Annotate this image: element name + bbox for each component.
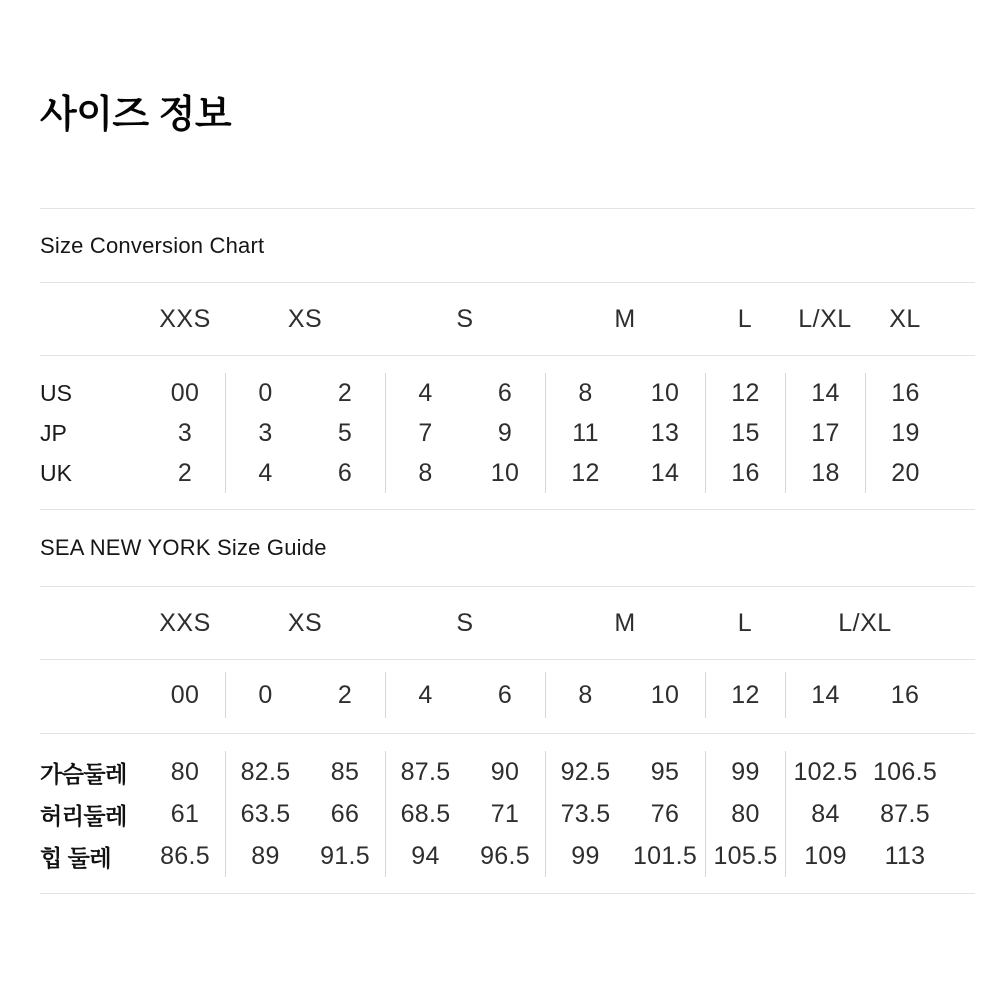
hip-row — [40, 835, 975, 877]
waist-cell: 73.5 — [545, 793, 625, 835]
row-label-jp: JP — [40, 419, 67, 446]
uk-size-cell: 12 — [545, 453, 625, 493]
chest-cell: 87.5 — [385, 751, 465, 793]
waist-cell: 66 — [330, 799, 360, 828]
us-size-cell: 16 — [865, 373, 945, 413]
chest-cell: 80 — [170, 757, 200, 786]
jp-size-cell: 17 — [785, 413, 865, 453]
uk-size-cell: 10 — [490, 458, 520, 487]
conversion-row-us — [40, 373, 975, 413]
size-header-xxs: XXS — [159, 304, 211, 333]
size-header-s: S — [456, 304, 474, 333]
brand-us-size-band — [40, 659, 975, 733]
size-header-xs: XS — [287, 304, 323, 333]
size-header-l: L — [737, 304, 753, 333]
waist-row — [40, 793, 975, 835]
row-label-hip: 힙 둘레 — [40, 844, 112, 871]
brand-us-size-cell: 14 — [785, 672, 865, 718]
size-header-m: M — [614, 304, 636, 333]
chest-cell: 106.5 — [872, 757, 938, 786]
uk-size-cell: 16 — [705, 453, 785, 493]
chest-cell: 99 — [705, 751, 785, 793]
jp-size-cell: 11 — [545, 413, 625, 453]
us-size-cell: 14 — [785, 373, 865, 413]
brand-header-xxs: XXS — [159, 608, 211, 637]
uk-size-cell: 2 — [177, 458, 193, 487]
waist-cell: 76 — [650, 799, 680, 828]
waist-cell: 80 — [705, 793, 785, 835]
bottom-whitespace — [40, 894, 975, 991]
conversion-size-header-row — [40, 299, 975, 339]
brand-guide-heading — [40, 510, 975, 586]
brand-us-size-cell: 16 — [890, 680, 920, 709]
brand-size-header-row — [40, 603, 975, 643]
size-header-lxl: L/XL — [798, 304, 852, 333]
brand-header-s: S — [456, 608, 474, 637]
chest-row — [40, 751, 975, 793]
brand-us-size-spacer — [40, 672, 145, 718]
us-size-cell: 4 — [385, 373, 465, 413]
hip-cell: 89 — [225, 835, 305, 877]
us-size-cell: 10 — [650, 378, 680, 407]
brand-us-size-cell: 00 — [170, 680, 200, 709]
brand-header-m: M — [614, 608, 636, 637]
hip-cell: 109 — [785, 835, 865, 877]
waist-cell: 68.5 — [385, 793, 465, 835]
brand-header-band — [40, 586, 975, 659]
chest-cell: 90 — [490, 757, 520, 786]
us-size-cell: 8 — [545, 373, 625, 413]
waist-cell: 71 — [490, 799, 520, 828]
conversion-row-jp — [40, 413, 975, 453]
us-size-cell: 12 — [705, 373, 785, 413]
chest-cell: 95 — [650, 757, 680, 786]
brand-header-xs: XS — [287, 608, 323, 637]
jp-size-cell: 19 — [865, 413, 945, 453]
brand-us-size-cell: 12 — [705, 672, 785, 718]
row-label-chest: 가슴둘레 — [40, 760, 127, 787]
brand-header-spacer — [40, 603, 145, 643]
jp-size-cell: 3 — [225, 413, 305, 453]
hip-cell: 96.5 — [480, 841, 530, 870]
uk-size-cell: 4 — [225, 453, 305, 493]
hip-cell: 105.5 — [705, 835, 785, 877]
uk-size-cell: 8 — [385, 453, 465, 493]
conversion-header-spacer — [40, 299, 145, 339]
waist-cell: 61 — [170, 799, 200, 828]
us-size-cell: 00 — [170, 378, 200, 407]
us-size-cell: 6 — [497, 378, 513, 407]
brand-header-l: L — [737, 608, 753, 637]
us-size-cell: 2 — [337, 378, 353, 407]
brand-header-lxl: L/XL — [838, 608, 892, 637]
size-header-xl: XL — [889, 304, 921, 333]
chest-cell: 92.5 — [545, 751, 625, 793]
jp-size-cell: 9 — [497, 418, 513, 447]
row-label-uk: UK — [40, 459, 72, 486]
waist-cell: 84 — [785, 793, 865, 835]
page-title: 사이즈 정보 — [40, 94, 232, 136]
hip-cell: 101.5 — [632, 841, 698, 870]
uk-size-cell: 20 — [865, 453, 945, 493]
jp-size-cell: 15 — [705, 413, 785, 453]
conversion-chart-heading — [40, 208, 975, 282]
brand-us-size-cell: 4 — [385, 672, 465, 718]
brand-us-size-cell: 8 — [545, 672, 625, 718]
waist-cell: 87.5 — [880, 799, 930, 828]
brand-us-size-cell: 10 — [650, 680, 680, 709]
conversion-data-band — [40, 355, 975, 510]
brand-us-size-cell: 2 — [337, 680, 353, 709]
brand-us-size-cell: 6 — [497, 680, 513, 709]
chest-cell: 85 — [330, 757, 360, 786]
brand-us-size-cell: 0 — [225, 672, 305, 718]
hip-cell: 91.5 — [320, 841, 370, 870]
conversion-chart-heading-text: Size Conversion Chart — [40, 232, 265, 258]
chest-cell: 102.5 — [785, 751, 865, 793]
conversion-header-band — [40, 282, 975, 355]
jp-size-cell: 5 — [337, 418, 353, 447]
waist-cell: 63.5 — [225, 793, 305, 835]
chest-cell: 82.5 — [225, 751, 305, 793]
jp-size-cell: 13 — [650, 418, 680, 447]
hip-cell: 99 — [545, 835, 625, 877]
uk-size-cell: 14 — [650, 458, 680, 487]
conversion-row-uk — [40, 453, 975, 493]
us-size-cell: 0 — [225, 373, 305, 413]
brand-us-size-row — [40, 672, 975, 718]
hip-cell: 113 — [884, 841, 926, 870]
hip-cell: 86.5 — [160, 841, 210, 870]
row-label-waist: 허리둘레 — [40, 802, 127, 829]
brand-guide-heading-text: SEA NEW YORK Size Guide — [40, 535, 327, 560]
row-label-us: US — [40, 379, 72, 406]
jp-size-cell: 7 — [385, 413, 465, 453]
uk-size-cell: 18 — [785, 453, 865, 493]
uk-size-cell: 6 — [337, 458, 353, 487]
hip-cell: 94 — [385, 835, 465, 877]
brand-measurements-band — [40, 733, 975, 894]
jp-size-cell: 3 — [177, 418, 193, 447]
